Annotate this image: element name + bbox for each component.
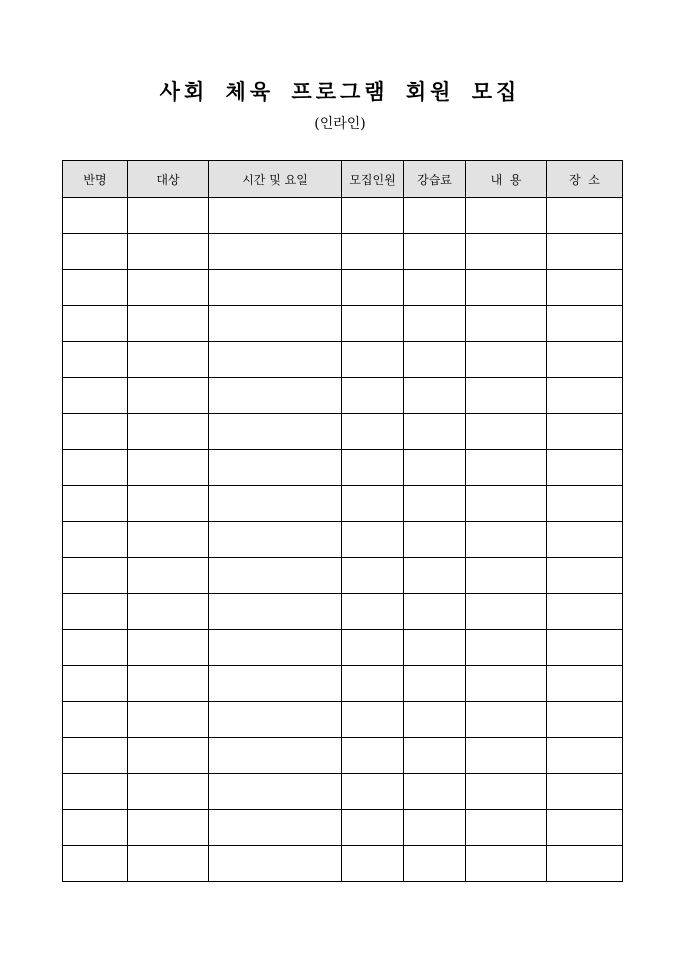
table-cell — [128, 522, 209, 558]
table-cell — [404, 486, 466, 522]
table-cell — [209, 738, 342, 774]
table-cell — [63, 846, 128, 882]
table-cell — [404, 666, 466, 702]
table-cell — [342, 702, 404, 738]
table-cell — [209, 378, 342, 414]
table-cell — [128, 558, 209, 594]
table-cell — [63, 666, 128, 702]
table-cell — [404, 630, 466, 666]
table-cell — [547, 630, 623, 666]
document-subtitle: (인라인) — [314, 116, 366, 132]
table-cell — [404, 198, 466, 234]
table-cell — [128, 774, 209, 810]
time-and-day-header: 시간 및 요일 — [209, 161, 342, 198]
table-cell — [63, 702, 128, 738]
table-row — [63, 486, 623, 522]
table-row — [63, 414, 623, 450]
table-cell — [209, 666, 342, 702]
table-cell — [466, 630, 547, 666]
table-cell — [209, 558, 342, 594]
table-cell — [466, 234, 547, 270]
table-row — [63, 666, 623, 702]
target-header: 대상 — [128, 161, 209, 198]
table-cell — [342, 414, 404, 450]
table-cell — [63, 810, 128, 846]
table-cell — [209, 522, 342, 558]
table-cell — [342, 738, 404, 774]
table-cell — [63, 486, 128, 522]
table-cell — [63, 522, 128, 558]
table-cell — [209, 270, 342, 306]
table-cell — [547, 486, 623, 522]
table-cell — [547, 414, 623, 450]
table-cell — [128, 846, 209, 882]
table-cell — [209, 630, 342, 666]
table-cell — [128, 486, 209, 522]
table-cell — [63, 270, 128, 306]
table-cell — [466, 198, 547, 234]
table-row — [63, 774, 623, 810]
table-cell — [209, 486, 342, 522]
table-cell — [547, 738, 623, 774]
table-cell — [404, 414, 466, 450]
table-cell — [342, 594, 404, 630]
table-cell — [547, 558, 623, 594]
table-cell — [128, 450, 209, 486]
table-cell — [342, 522, 404, 558]
table-cell — [342, 234, 404, 270]
table-cell — [128, 630, 209, 666]
table-cell — [342, 810, 404, 846]
table-cell — [209, 234, 342, 270]
table-cell — [466, 738, 547, 774]
table-cell — [404, 846, 466, 882]
location-header: 장 소 — [547, 161, 623, 198]
table-cell — [128, 378, 209, 414]
table-row — [63, 342, 623, 378]
table-cell — [342, 774, 404, 810]
table-row — [63, 306, 623, 342]
table-row — [63, 594, 623, 630]
table-cell — [547, 342, 623, 378]
class-name-header: 반명 — [63, 161, 128, 198]
table-cell — [209, 594, 342, 630]
table-cell — [466, 486, 547, 522]
table-cell — [466, 594, 547, 630]
table-cell — [342, 342, 404, 378]
table-cell — [547, 450, 623, 486]
table-header-row — [63, 161, 623, 198]
table-cell — [209, 702, 342, 738]
table-row — [63, 522, 623, 558]
table-row — [63, 198, 623, 234]
table-cell — [128, 234, 209, 270]
table-cell — [466, 522, 547, 558]
table-cell — [547, 810, 623, 846]
table-cell — [342, 558, 404, 594]
table-cell — [547, 666, 623, 702]
table-cell — [404, 702, 466, 738]
table-cell — [342, 198, 404, 234]
table-cell — [342, 270, 404, 306]
table-cell — [404, 270, 466, 306]
table-cell — [466, 342, 547, 378]
table-row — [63, 558, 623, 594]
table-cell — [63, 378, 128, 414]
table-cell — [128, 594, 209, 630]
table-row — [63, 738, 623, 774]
table-cell — [404, 522, 466, 558]
table-cell — [209, 414, 342, 450]
table-cell — [128, 342, 209, 378]
table-cell — [63, 558, 128, 594]
table-cell — [404, 558, 466, 594]
table-cell — [63, 630, 128, 666]
table-cell — [547, 234, 623, 270]
table-cell — [466, 378, 547, 414]
table-body — [63, 198, 623, 882]
table-cell — [128, 666, 209, 702]
table-cell — [466, 774, 547, 810]
table-cell — [209, 774, 342, 810]
table-cell — [209, 198, 342, 234]
table-cell — [466, 558, 547, 594]
table-row — [63, 630, 623, 666]
table-cell — [547, 198, 623, 234]
table-cell — [342, 846, 404, 882]
table-cell — [128, 198, 209, 234]
table-cell — [209, 846, 342, 882]
table-cell — [404, 810, 466, 846]
table-cell — [547, 774, 623, 810]
table-cell — [466, 666, 547, 702]
table-cell — [466, 414, 547, 450]
table-cell — [63, 198, 128, 234]
table-cell — [466, 702, 547, 738]
table-cell — [63, 342, 128, 378]
capacity-header: 모집인원 — [342, 161, 404, 198]
table-cell — [63, 450, 128, 486]
table-cell — [547, 594, 623, 630]
fee-header: 강습료 — [404, 161, 466, 198]
table-cell — [63, 234, 128, 270]
table-cell — [209, 306, 342, 342]
table-row — [63, 378, 623, 414]
table-cell — [209, 810, 342, 846]
table-cell — [342, 486, 404, 522]
table-cell — [342, 666, 404, 702]
table-cell — [466, 450, 547, 486]
recruitment-table — [62, 160, 623, 882]
table-row — [63, 270, 623, 306]
table-row — [63, 702, 623, 738]
table-cell — [128, 738, 209, 774]
table-cell — [547, 378, 623, 414]
table-cell — [342, 306, 404, 342]
table-cell — [547, 522, 623, 558]
table-cell — [342, 378, 404, 414]
table-row — [63, 450, 623, 486]
table-cell — [466, 270, 547, 306]
table-cell — [404, 594, 466, 630]
table-cell — [404, 306, 466, 342]
table-row — [63, 846, 623, 882]
table-cell — [404, 342, 466, 378]
table-cell — [128, 810, 209, 846]
table-cell — [547, 306, 623, 342]
table-cell — [63, 594, 128, 630]
table-cell — [404, 738, 466, 774]
table-cell — [466, 810, 547, 846]
content-header: 내 용 — [466, 161, 547, 198]
table-cell — [128, 414, 209, 450]
table-cell — [63, 738, 128, 774]
table-cell — [209, 342, 342, 378]
table-cell — [466, 306, 547, 342]
document-title: 사회 체육 프로그램 회원 모집 — [159, 79, 521, 104]
table-cell — [63, 306, 128, 342]
table-cell — [209, 450, 342, 486]
table-cell — [128, 306, 209, 342]
table-cell — [404, 234, 466, 270]
table-cell — [547, 846, 623, 882]
table-cell — [547, 270, 623, 306]
table-cell — [404, 378, 466, 414]
table-cell — [63, 414, 128, 450]
table-row — [63, 234, 623, 270]
table-cell — [547, 702, 623, 738]
table-cell — [128, 702, 209, 738]
table-cell — [128, 270, 209, 306]
table-cell — [404, 450, 466, 486]
table-cell — [404, 774, 466, 810]
table-cell — [466, 846, 547, 882]
table-cell — [342, 450, 404, 486]
table-row — [63, 810, 623, 846]
table-cell — [342, 630, 404, 666]
table-cell — [63, 774, 128, 810]
